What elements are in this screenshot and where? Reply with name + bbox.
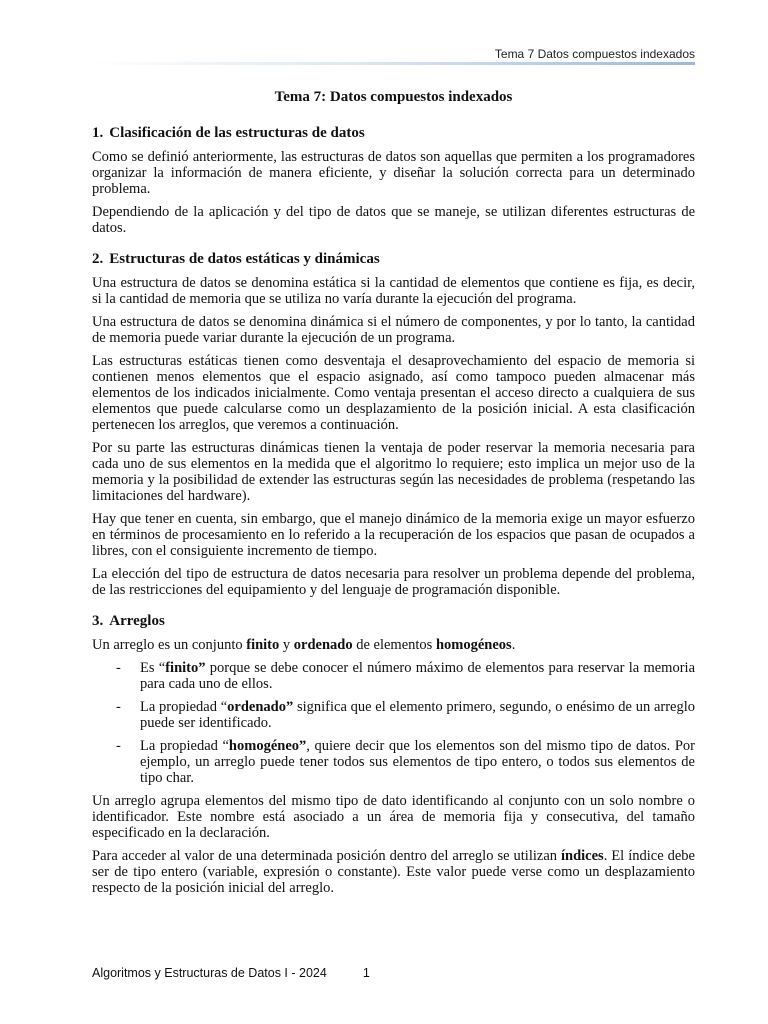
document-body <box>92 89 695 903</box>
section-title: Estructuras de datos estáticas y dinámicas <box>109 251 380 267</box>
bold-term: ordenado” <box>227 699 294 715</box>
page-number: 1 <box>362 966 370 980</box>
paragraph: Las estructuras estáticas tienen como desventaja el desaprovechamiento del espacio de memoria si contienen menos elementos que el espacio asignado, así como tampoco pueden almacenar más elementos de los indicados inicialmente. Como ventaja presentan el acceso directo a cualquiera de sus elementos que puede calcularse como un desplazamiento de la posición inicial. A esta clasificación pertenecen los arreglos, que veremos a continuación. <box>92 353 695 433</box>
text-run: porque se debe conocer el número máximo de elementos para reservar la memoria para cada uno de ellos. <box>140 660 695 692</box>
paragraph: La elección del tipo de estructura de datos necesaria para resolver un problema depende del problema, de las restricciones del equipamiento y del lenguaje de programación disponible. <box>92 566 695 598</box>
list-item <box>92 699 695 731</box>
text-run: . <box>511 637 516 653</box>
paragraph-arreglo-definition <box>92 637 695 653</box>
document-title: Tema 7: Datos compuestos indexados <box>274 89 513 105</box>
text-run: y <box>279 637 294 653</box>
text-run: Es “ <box>140 660 166 676</box>
bold-term: finito <box>246 637 280 653</box>
text-run: . El índice debe ser de tipo entero (variable, expresión o constante). Este valor puede verse como un desplazamiento respecto de la posición inicial del arreglo. <box>92 848 695 896</box>
section-number: 2. <box>92 251 104 267</box>
section-title: Arreglos <box>109 613 165 629</box>
properties-list <box>92 660 695 786</box>
section-number: 3. <box>92 613 104 629</box>
text-run: La propiedad “ <box>140 738 229 754</box>
text-run: La propiedad “ <box>140 699 228 715</box>
bold-term: homogéneo” <box>228 738 307 754</box>
paragraph: Como se definió anteriormente, las estructuras de datos son aquellas que permiten a los programadores organizar la información de manera eficiente, y diseñar la solución correcta para un determinado problema. <box>92 149 695 197</box>
bold-term: ordenado <box>293 637 353 653</box>
bold-term: homogéneos <box>435 637 512 653</box>
text-run: significa que el elemento primero, segundo, o enésimo de un arreglo puede ser identificado. <box>140 699 696 731</box>
page-header: Tema 7 Datos compuestos indexados <box>494 47 695 61</box>
section-title: Clasificación de las estructuras de datos <box>109 125 365 141</box>
text-run: de elementos <box>352 637 436 653</box>
section-3-heading <box>92 613 695 630</box>
paragraph: Por su parte las estructuras dinámicas tienen la ventaja de poder reservar la memoria necesaria para cada uno de sus elementos en la medida que el algoritmo lo requiere; esto implica un mejor uso de la memoria y la posibilidad de extender las estructuras según las necesidades de problema (respetando las limitaciones del hardware). <box>92 440 695 504</box>
section-2-heading <box>92 251 695 268</box>
bold-term: índices <box>561 848 604 864</box>
footer-course: Algoritmos y Estructuras de Datos I - 2024 <box>92 966 327 980</box>
bullet-dash: - <box>116 660 121 676</box>
list-item <box>92 660 695 692</box>
list-item <box>92 738 695 786</box>
text-run: Para acceder al valor de una determinada posición dentro del arreglo se utilizan <box>92 848 561 864</box>
page-footer <box>92 966 370 980</box>
section-number: 1. <box>92 125 104 141</box>
paragraph: Una estructura de datos se denomina dinámica si el número de componentes, y por lo tanto, la cantidad de memoria puede variar durante la ejecución de un programa. <box>92 314 695 346</box>
paragraph: Un arreglo agrupa elementos del mismo tipo de dato identificando al conjunto con un solo nombre o identificador. Este nombre está asociado a un área de memoria fija y consecutiva, del tamaño especificado en la declaración. <box>92 793 695 841</box>
bold-term: finito” <box>165 660 206 676</box>
header-rule <box>92 62 695 65</box>
paragraph: Una estructura de datos se denomina estática si la cantidad de elementos que contiene es fija, es decir, si la cantidad de memoria que se utiliza no varía durante la ejecución del programa. <box>92 275 695 307</box>
paragraph-indices <box>92 848 695 896</box>
paragraph: Dependiendo de la aplicación y del tipo de datos que se maneje, se utilizan diferentes estructuras de datos. <box>92 204 695 236</box>
text-run: Un arreglo es un conjunto <box>92 637 247 653</box>
text-run: , quiere decir que los elementos son del mismo tipo de datos. Por ejemplo, un arreglo puede tener todos sus elementos de tipo entero, o todos sus elementos de tipo char. <box>140 738 695 786</box>
section-1-heading <box>92 125 695 142</box>
paragraph: Hay que tener en cuenta, sin embargo, que el manejo dinámico de la memoria exige un mayor esfuerzo en términos de procesamiento en lo referido a la recuperación de los espacios que pasan de ocupados a libres, con el consiguiente incremento de tiempo. <box>92 511 695 559</box>
bullet-dash: - <box>116 699 121 715</box>
bullet-dash: - <box>116 738 121 754</box>
